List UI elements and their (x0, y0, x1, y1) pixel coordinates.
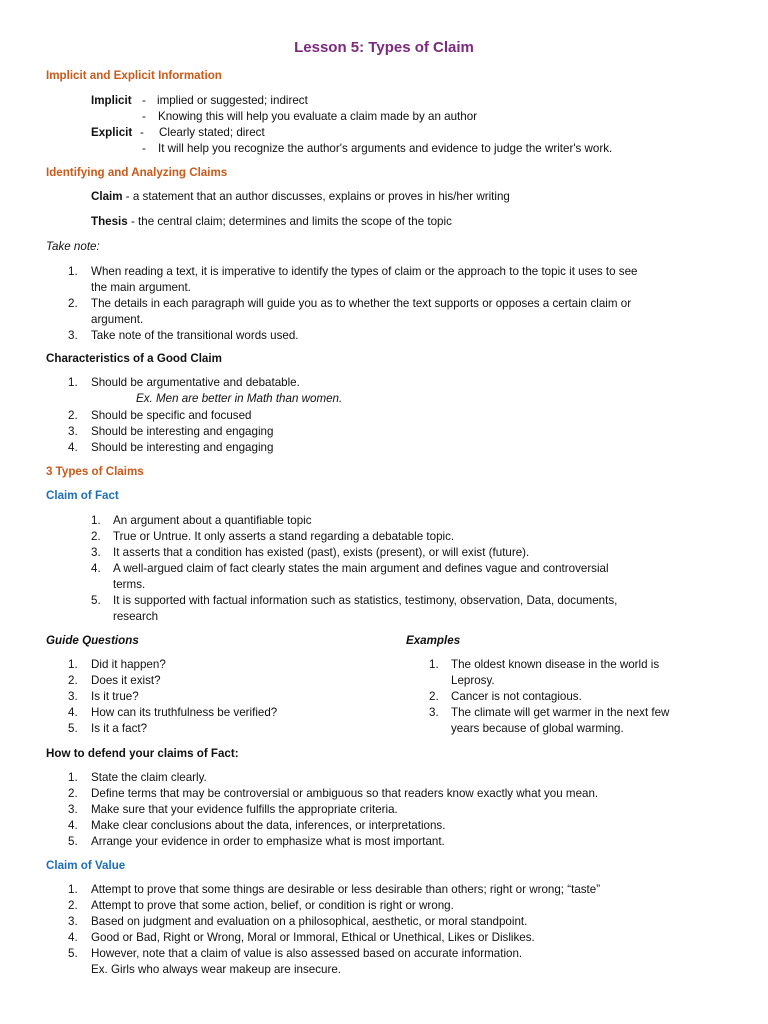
examples-heading: Examples (406, 634, 461, 647)
list-number: 3. (68, 915, 78, 928)
list-number: 3. (68, 803, 78, 816)
take-note-label: Take note: (46, 240, 100, 253)
thesis-definition-line (91, 214, 452, 230)
list-number: 1. (68, 658, 78, 671)
list-number: 4. (68, 706, 78, 719)
list-item: State the claim clearly. (91, 771, 207, 784)
list-item: A well-argued claim of fact clearly states the main argument and defines vague and controversial (113, 562, 609, 575)
explicit-term: Explicit (91, 126, 133, 139)
list-number: 2. (429, 690, 439, 703)
list-item: True or Untrue. It only asserts a stand regarding a debatable topic. (113, 530, 455, 543)
example-item: The climate will get warmer in the next few (451, 706, 670, 719)
list-number: 3. (68, 329, 78, 342)
example-item-cont: Leprosy. (451, 674, 495, 687)
heading-claim-of-value: Claim of Value (46, 859, 126, 872)
list-item: Good or Bad, Right or Wrong, Moral or Immoral, Ethical or Unethical, Likes or Dislikes. (91, 931, 535, 944)
implicit-sep: - (142, 94, 146, 107)
list-item: Make clear conclusions about the data, inferences, or interpretations. (91, 819, 446, 832)
list-item-cont: argument. (91, 313, 144, 326)
list-item: Make sure that your evidence fulfills the appropriate criteria. (91, 803, 398, 816)
list-number: 5. (68, 947, 78, 960)
heading-good-claim: Characteristics of a Good Claim (46, 352, 222, 365)
implicit-note: Knowing this will help you evaluate a claim made by an author (158, 110, 478, 123)
list-item: Should be interesting and engaging (91, 441, 274, 454)
dash: - (142, 110, 146, 123)
list-number: 2. (68, 297, 78, 310)
list-number: 1. (91, 514, 101, 527)
page-title: Lesson 5: Types of Claim (294, 39, 474, 56)
list-item: It asserts that a condition has existed (past), exists (present), or will exist (future). (113, 546, 530, 559)
example-text: Ex. Men are better in Math than women. (136, 392, 343, 405)
list-number: 1. (68, 771, 78, 784)
list-number: 1. (68, 376, 78, 389)
list-item: Should be specific and focused (91, 409, 252, 422)
heading-claim-of-fact: Claim of Fact (46, 489, 119, 502)
list-item: Should be argumentative and debatable. (91, 376, 300, 389)
list-number: 5. (91, 594, 101, 607)
heading-implicit-explicit: Implicit and Explicit Information (46, 69, 222, 82)
example-item: The oldest known disease in the world is (451, 658, 660, 671)
list-number: 3. (429, 706, 439, 719)
list-number: 3. (91, 546, 101, 559)
list-number: 3. (68, 690, 78, 703)
list-item: Attempt to prove that some things are desirable or less desirable than others; right or wrong; “taste” (91, 883, 601, 896)
list-item: Arrange your evidence in order to emphasize what is most important. (91, 835, 445, 848)
list-number: 1. (68, 265, 78, 278)
list-number: 4. (68, 441, 78, 454)
list-number: 1. (429, 658, 439, 671)
list-number: 2. (68, 787, 78, 800)
explicit-definition: Clearly stated; direct (159, 126, 265, 139)
list-number: 4. (68, 819, 78, 832)
guide-question: How can its truthfulness be verified? (91, 706, 278, 719)
list-item: Based on judgment and evaluation on a philosophical, aesthetic, or moral standpoint. (91, 915, 528, 928)
guide-question: Does it exist? (91, 674, 161, 687)
guide-questions-heading: Guide Questions (46, 634, 139, 647)
heading-identifying-claims: Identifying and Analyzing Claims (46, 166, 228, 179)
explicit-sep: - (140, 126, 144, 139)
list-item: Define terms that may be controversial or ambiguous so that readers know exactly what you mean. (91, 787, 599, 800)
list-number: 1. (68, 883, 78, 896)
explicit-note: It will help you recognize the author's arguments and evidence to judge the writer's work. (158, 142, 613, 155)
implicit-term: Implicit (91, 94, 132, 107)
claim-definition: - a statement that an author discusses, explains or proves in his/her writing (122, 190, 510, 203)
list-number: 4. (68, 931, 78, 944)
list-item: When reading a text, it is imperative to identify the types of claim or the approach to the topic it uses to see (91, 265, 638, 278)
claim-definition-line (91, 189, 510, 205)
list-item: The details in each paragraph will guide you as to whether the text supports or opposes a certain claim or (91, 297, 632, 310)
list-number: 5. (68, 722, 78, 735)
list-item-cont: terms. (113, 578, 146, 591)
list-item: Should be interesting and engaging (91, 425, 274, 438)
implicit-definition: implied or suggested; indirect (157, 94, 308, 107)
list-item: However, note that a claim of value is also assessed based on accurate information. (91, 947, 523, 960)
heading-defend-claims: How to defend your claims of Fact: (46, 747, 239, 760)
claim-term: Claim (91, 190, 123, 203)
list-item-cont: research (113, 610, 159, 623)
list-item: Take note of the transitional words used. (91, 329, 299, 342)
list-number: 2. (68, 409, 78, 422)
heading-types-of-claims: 3 Types of Claims (46, 465, 144, 478)
guide-question: Is it true? (91, 690, 139, 703)
list-item: An argument about a quantifiable topic (113, 514, 312, 527)
list-number: 2. (68, 674, 78, 687)
guide-question: Did it happen? (91, 658, 166, 671)
list-item-cont: Ex. Girls who always wear makeup are insecure. (91, 963, 342, 976)
list-number: 4. (91, 562, 101, 575)
thesis-term: Thesis (91, 215, 128, 228)
list-number: 5. (68, 835, 78, 848)
list-item: Attempt to prove that some action, belief, or condition is right or wrong. (91, 899, 454, 912)
list-number: 3. (68, 425, 78, 438)
guide-question: Is it a fact? (91, 722, 148, 735)
list-item-cont: the main argument. (91, 281, 191, 294)
list-item: It is supported with factual information such as statistics, testimony, observation, Data, documents, (113, 594, 618, 607)
thesis-definition: - the central claim; determines and limits the scope of the topic (127, 215, 452, 228)
list-number: 2. (91, 530, 101, 543)
list-number: 2. (68, 899, 78, 912)
dash: - (142, 142, 146, 155)
example-item: Cancer is not contagious. (451, 690, 582, 703)
example-item-cont: years because of global warming. (451, 722, 624, 735)
